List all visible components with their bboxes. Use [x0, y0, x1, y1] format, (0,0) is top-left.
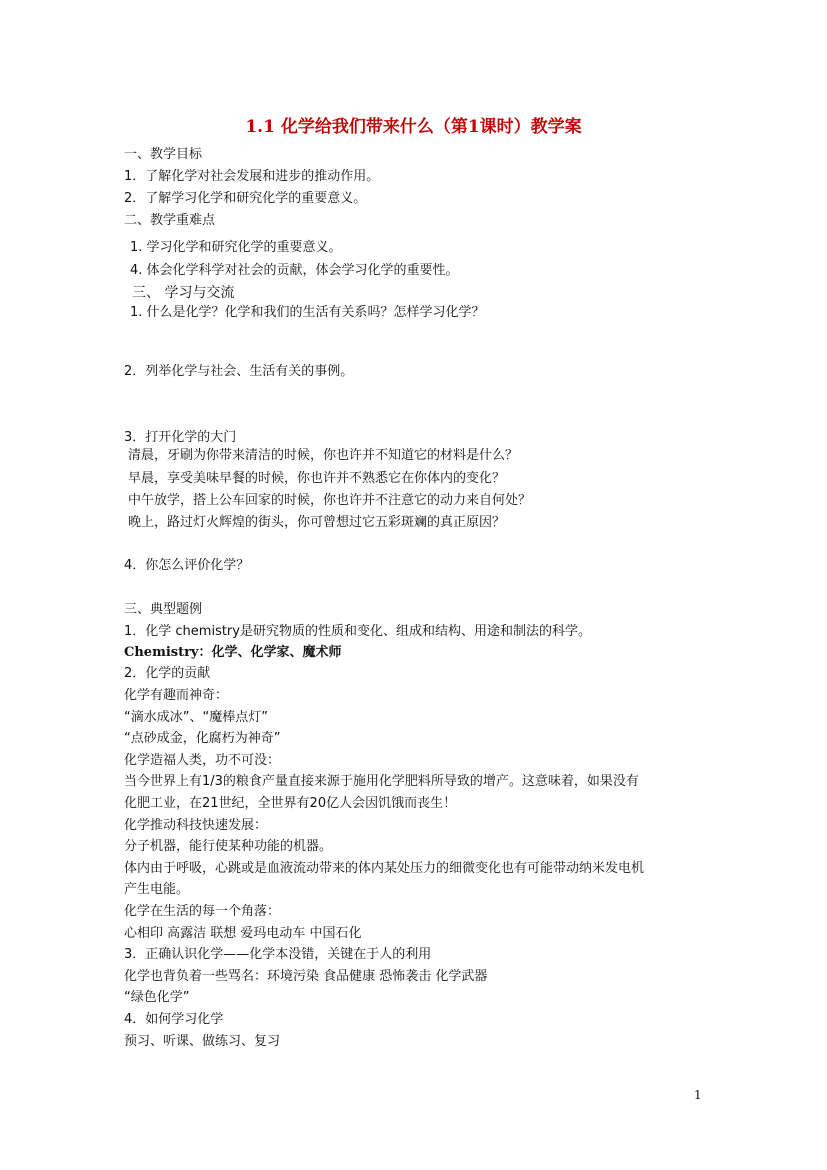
example-line: 分子机器，能行使某种功能的机器。	[124, 839, 333, 854]
example-line: 4．如何学习化学	[124, 1012, 224, 1027]
section-heading-study: 三、 学习与交流	[132, 285, 235, 301]
example-line: 2．化学的贡献	[124, 666, 211, 681]
example-line: “点砂成金，化腐朽为神奇”	[124, 731, 281, 746]
example-line: “绿色化学”	[124, 990, 190, 1005]
example-line: 预习、听课、做练习、复习	[124, 1034, 281, 1049]
goal-item-2: 2．了解学习化学和研究化学的重要意义。	[124, 191, 367, 206]
example-line: 化学推动科技快速发展：	[124, 818, 268, 833]
example-line: 心相印 高露洁 联想 爱玛电动车 中国石化	[124, 926, 362, 941]
key-point-2: 4. 体会化学科学对社会的贡献，体会学习化学的重要性。	[130, 263, 459, 278]
study-q3-line-1: 清晨，牙刷为你带来清洁的时候，你也许并不知道它的材料是什么？	[128, 448, 519, 463]
document-title: 1.1 化学给我们带来什么（第1课时）教学案	[245, 117, 582, 137]
study-question-4: 4．你怎么评价化学？	[124, 558, 250, 573]
example-line: 化学在生活的每一个角落：	[124, 904, 281, 919]
key-point-1: 1. 学习化学和研究化学的重要意义。	[130, 240, 342, 255]
study-q3-line-3: 中午放学，搭上公车回家的时候，你也许并不注意它的动力来自何处？	[128, 493, 532, 508]
goal-item-1: 1．了解化学对社会发展和进步的推动作用。	[124, 169, 380, 184]
example-line: 化肥工业，在21世纪，全世界有20亿人会因饥饿而丧生！	[124, 796, 457, 811]
section-heading-examples: 三、典型题例	[124, 602, 203, 617]
study-question-3: 3．打开化学的大门	[124, 430, 237, 445]
section-heading-goals: 一、教学目标	[124, 147, 203, 162]
example-line: Chemistry：化学、化学家、魔术师	[124, 645, 342, 660]
page-number: 1	[694, 1088, 702, 1102]
example-line: 产生电能。	[124, 882, 190, 897]
example-line: 3．正确认识化学——化学本没错，关键在于人的利用	[124, 947, 432, 962]
study-q3-line-2: 早晨，享受美味早餐的时候，你也许并不熟悉它在你体内的变化？	[128, 471, 506, 486]
example-line: 化学造福人类，功不可没：	[124, 753, 281, 768]
example-line: 化学有趣而神奇：	[124, 688, 229, 703]
example-line: 化学也背负着一些骂名：环境污染 食品健康 恐怖袭击 化学武器	[124, 969, 488, 984]
example-line: 1．化学 chemistry是研究物质的性质和变化、组成和结构、用途和制法的科学。	[124, 624, 591, 639]
section-heading-key-points: 二、教学重难点	[124, 213, 216, 228]
example-line: 当今世界上有1/3的粮食产量直接来源于施用化学肥料所导致的增产。这意味着，如果没有	[124, 774, 639, 789]
study-question-1: 1. 什么是化学？化学和我们的生活有关系吗？怎样学习化学？	[130, 305, 485, 320]
study-q3-line-4: 晚上，路过灯火辉煌的街头，你可曾想过它五彩斑斓的真正原因？	[128, 515, 506, 530]
example-line: “滴水成冰”、“魔棒点灯”	[124, 710, 268, 725]
example-line: 体内由于呼吸，心跳或是血液流动带来的体内某处压力的细微变化也有可能带动纳米发电机	[124, 861, 645, 876]
study-question-2: 2．列举化学与社会、生活有关的事例。	[124, 364, 354, 379]
